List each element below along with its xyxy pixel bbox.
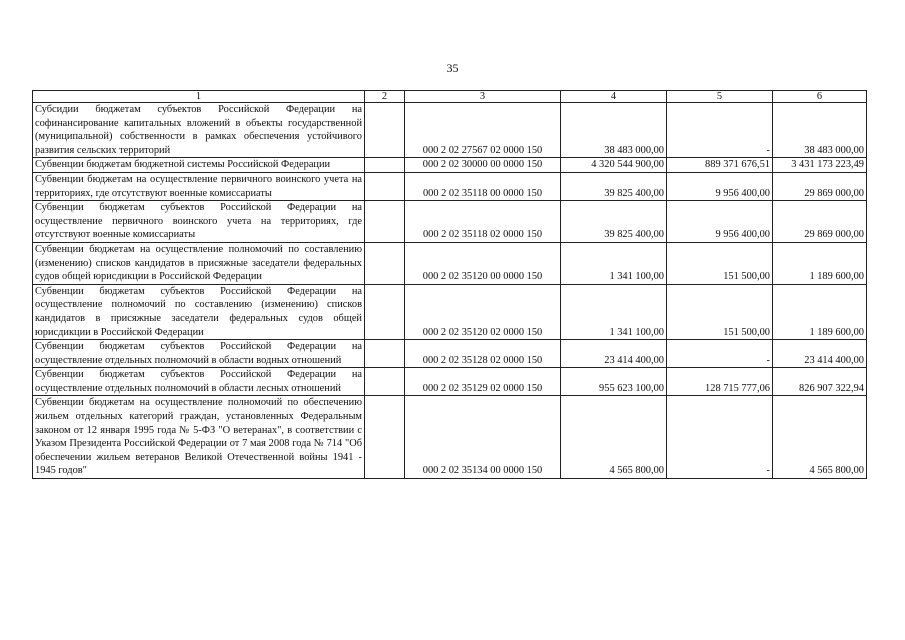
row-name: Субвенции бюджетам на осуществление полномочий по обеспечению жильем отдельных категорий граждан, установленных Федеральным законом от 12 января 1995 года № 5-ФЗ "О ветеранах", в соответствии с Указом Президента Российской Федерации от 7 мая 2008 года № 714 "Об обеспечении жильем ветеранов Великой Отечественной войны 1941 - 1945 годов" [33, 396, 365, 479]
row-value-4: 23 414 400,00 [561, 340, 667, 368]
table-row [33, 172, 867, 200]
column-header-5: 5 [667, 91, 773, 103]
row-col2 [365, 242, 405, 284]
table-row [33, 368, 867, 396]
row-value-6: 1 189 600,00 [773, 242, 867, 284]
row-name: Субсидии бюджетам субъектов Российской Федерации на софинансирование капитальных вложений в объекты государственной (муниципальной) собственности в рамках обеспечения устойчивого развития сельских территорий [33, 103, 365, 158]
row-col2 [365, 158, 405, 173]
row-value-5: 128 715 777,06 [667, 368, 773, 396]
table-row [33, 396, 867, 479]
row-code: 000 2 02 35118 00 0000 150 [405, 172, 561, 200]
row-name: Субвенции бюджетам на осуществление полномочий по составлению (изменению) списков кандидатов в присяжные заседатели федеральных судов общей юрисдикции в Российской Федерации [33, 242, 365, 284]
row-value-6: 1 189 600,00 [773, 284, 867, 339]
row-code: 000 2 02 35128 02 0000 150 [405, 340, 561, 368]
table-row [33, 103, 867, 158]
table-row [33, 284, 867, 339]
row-code: 000 2 02 27567 02 0000 150 [405, 103, 561, 158]
row-col2 [365, 103, 405, 158]
row-value-6: 29 869 000,00 [773, 201, 867, 243]
row-value-4: 4 565 800,00 [561, 396, 667, 479]
row-col2 [365, 396, 405, 479]
budget-table [32, 90, 867, 479]
row-value-5: 151 500,00 [667, 284, 773, 339]
row-value-6: 826 907 322,94 [773, 368, 867, 396]
row-col2 [365, 172, 405, 200]
row-value-4: 4 320 544 900,00 [561, 158, 667, 173]
row-value-5: 889 371 676,51 [667, 158, 773, 173]
row-name: Субвенции бюджетам субъектов Российской Федерации на осуществление отдельных полномочий в области водных отношений [33, 340, 365, 368]
row-value-6: 4 565 800,00 [773, 396, 867, 479]
row-value-4: 1 341 100,00 [561, 284, 667, 339]
row-col2 [365, 284, 405, 339]
row-value-5: - [667, 103, 773, 158]
row-code: 000 2 02 35118 02 0000 150 [405, 201, 561, 243]
row-code: 000 2 02 35120 02 0000 150 [405, 284, 561, 339]
row-value-4: 1 341 100,00 [561, 242, 667, 284]
row-code: 000 2 02 30000 00 0000 150 [405, 158, 561, 173]
row-name: Субвенции бюджетам субъектов Российской Федерации на осуществление полномочий по составлению (изменению) списков кандидатов в присяжные заседатели федеральных судов общей юрисдикции в Российской Федерации [33, 284, 365, 339]
row-value-4: 39 825 400,00 [561, 201, 667, 243]
row-name: Субвенции бюджетам субъектов Российской Федерации на осуществление первичного воинского учета на территориях, где отсутствуют военные комиссариаты [33, 201, 365, 243]
column-header-6: 6 [773, 91, 867, 103]
column-header-1: 1 [33, 91, 365, 103]
row-value-4: 39 825 400,00 [561, 172, 667, 200]
row-value-6: 38 483 000,00 [773, 103, 867, 158]
row-code: 000 2 02 35129 02 0000 150 [405, 368, 561, 396]
row-value-4: 955 623 100,00 [561, 368, 667, 396]
row-value-6: 23 414 400,00 [773, 340, 867, 368]
table-row [33, 242, 867, 284]
column-header-3: 3 [405, 91, 561, 103]
column-number-row [33, 91, 867, 103]
page-number: 35 [446, 61, 459, 75]
row-value-5: - [667, 340, 773, 368]
column-header-4: 4 [561, 91, 667, 103]
table-row [33, 158, 867, 173]
row-value-6: 29 869 000,00 [773, 172, 867, 200]
row-code: 000 2 02 35120 00 0000 150 [405, 242, 561, 284]
row-name: Субвенции бюджетам бюджетной системы Российской Федерации [33, 158, 365, 173]
row-value-5: 151 500,00 [667, 242, 773, 284]
table-row [33, 201, 867, 243]
row-col2 [365, 368, 405, 396]
column-header-2: 2 [365, 91, 405, 103]
row-name: Субвенции бюджетам субъектов Российской Федерации на осуществление отдельных полномочий в области лесных отношений [33, 368, 365, 396]
row-value-5: 9 956 400,00 [667, 172, 773, 200]
row-name: Субвенции бюджетам на осуществление первичного воинского учета на территориях, где отсутствуют военные комиссариаты [33, 172, 365, 200]
table-row [33, 340, 867, 368]
row-col2 [365, 340, 405, 368]
row-value-5: - [667, 396, 773, 479]
row-col2 [365, 201, 405, 243]
row-code: 000 2 02 35134 00 0000 150 [405, 396, 561, 479]
row-value-4: 38 483 000,00 [561, 103, 667, 158]
row-value-5: 9 956 400,00 [667, 201, 773, 243]
row-value-6: 3 431 173 223,49 [773, 158, 867, 173]
